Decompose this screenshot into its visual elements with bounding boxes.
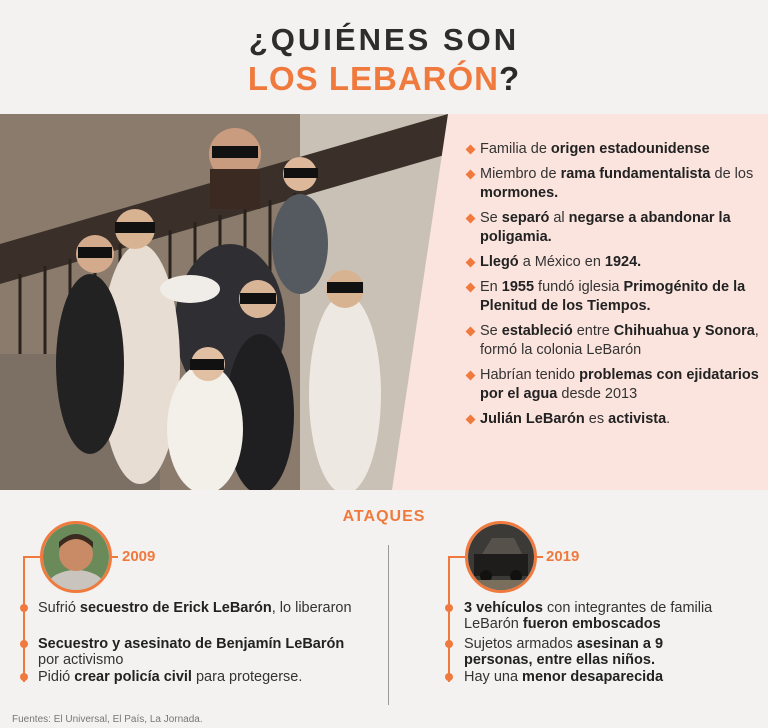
timeline-branch-left xyxy=(23,556,40,558)
avatar-2019 xyxy=(465,521,537,593)
timeline-line-left xyxy=(23,557,25,682)
family-photo-illustration xyxy=(0,114,448,490)
event-item-2009: Secuestro y asesinato de Benjamín LeBarón por activismo xyxy=(38,636,345,668)
fact-item: Miembro de rama fundamentalista de los mormones. xyxy=(467,165,762,203)
bullet-diamond-icon xyxy=(466,214,476,224)
bullet-diamond-icon xyxy=(466,415,476,425)
avatar-2009 xyxy=(40,521,112,593)
title-question-mark: ? xyxy=(499,60,521,97)
sources-note: Fuentes: El Universal, El País, La Jornada. xyxy=(12,714,203,725)
timeline-dot xyxy=(445,604,453,612)
timeline-dot xyxy=(445,640,453,648)
event-item-2019: Hay una menor desaparecida xyxy=(464,669,664,685)
bullet-diamond-icon xyxy=(466,145,476,155)
fact-item: En 1955 fundó iglesia Primogénito de la Plenitud de los Tiempos. xyxy=(467,278,762,316)
title-line-2 xyxy=(0,60,768,98)
bullet-diamond-icon xyxy=(466,170,476,180)
fact-item: Habrían tenido problemas con ejidatarios por el agua desde 2013 xyxy=(467,366,762,404)
timeline-dot xyxy=(20,640,28,648)
fact-item: Se estableció entre Chihuahua y Sonora, formó la colonia LeBarón xyxy=(467,322,762,360)
event-item-2009: Sufrió secuestro de Erick LeBarón, lo liberaron xyxy=(38,600,352,616)
year-2009: 2009 xyxy=(122,548,156,565)
title-accent: LOS LEBARÓN xyxy=(247,60,499,97)
fact-item: Julián LeBarón es activista. xyxy=(467,410,762,429)
year-connector xyxy=(537,556,543,558)
facts-list xyxy=(467,140,762,435)
event-item-2019: 3 vehículos con integrantes de familia LeBarón fueron emboscados xyxy=(464,600,713,632)
person-portrait-image xyxy=(43,524,109,590)
ataques-heading: ATAQUES xyxy=(342,508,426,525)
fact-item: Familia de origen estadounidense xyxy=(467,140,762,159)
fact-item: Se separó al negarse a abandonar la poligamia. xyxy=(467,209,762,247)
header xyxy=(0,0,768,112)
bullet-diamond-icon xyxy=(466,327,476,337)
year-2019: 2019 xyxy=(546,548,580,565)
timeline-divider xyxy=(388,545,389,705)
timeline-branch-right xyxy=(448,556,465,558)
bullet-diamond-icon xyxy=(466,258,476,268)
timeline-dot xyxy=(445,673,453,681)
title-line-1: ¿QUIÉNES SON xyxy=(248,22,520,57)
timeline-line-right xyxy=(448,557,450,682)
bullet-diamond-icon xyxy=(466,371,476,381)
year-connector xyxy=(112,556,118,558)
timeline-dot xyxy=(20,673,28,681)
family-photo xyxy=(0,114,448,490)
timeline-dot xyxy=(20,604,28,612)
fact-item: Llegó a México en 1924. xyxy=(467,253,762,272)
bullet-diamond-icon xyxy=(466,283,476,293)
event-item-2019: Sujetos armados asesinan a 9 personas, entre ellas niños. xyxy=(464,636,664,668)
burned-vehicle-image xyxy=(468,524,534,590)
event-item-2009: Pidió crear policía civil para protegerse. xyxy=(38,669,303,685)
